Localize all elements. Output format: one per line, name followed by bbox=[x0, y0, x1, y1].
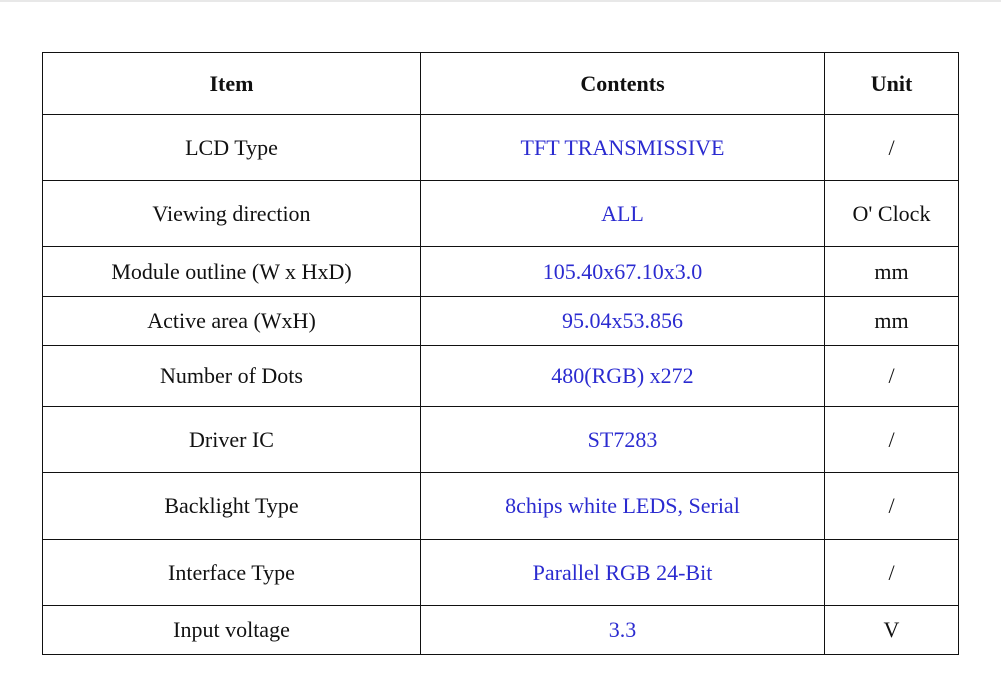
contents-cell: 480(RGB) x272 bbox=[421, 346, 825, 407]
item-cell: Active area (WxH) bbox=[43, 297, 421, 346]
table-row bbox=[43, 540, 959, 606]
contents-cell: ST7283 bbox=[421, 407, 825, 473]
contents-cell: TFT TRANSMISSIVE bbox=[421, 115, 825, 181]
item-cell: Interface Type bbox=[43, 540, 421, 606]
item-cell: LCD Type bbox=[43, 115, 421, 181]
unit-cell: / bbox=[825, 473, 959, 540]
unit-cell: / bbox=[825, 407, 959, 473]
unit-cell: mm bbox=[825, 247, 959, 297]
header-unit: Unit bbox=[825, 53, 959, 115]
item-cell: Input voltage bbox=[43, 606, 421, 655]
table-row bbox=[43, 297, 959, 346]
unit-cell: / bbox=[825, 346, 959, 407]
header-item: Item bbox=[43, 53, 421, 115]
contents-cell: 95.04x53.856 bbox=[421, 297, 825, 346]
table-row bbox=[43, 115, 959, 181]
table-row bbox=[43, 407, 959, 473]
contents-cell: ALL bbox=[421, 181, 825, 247]
unit-cell: V bbox=[825, 606, 959, 655]
table-row bbox=[43, 346, 959, 407]
contents-cell: Parallel RGB 24-Bit bbox=[421, 540, 825, 606]
item-cell: Backlight Type bbox=[43, 473, 421, 540]
contents-cell: 3.3 bbox=[421, 606, 825, 655]
header-contents: Contents bbox=[421, 53, 825, 115]
table-row bbox=[43, 606, 959, 655]
contents-cell: 105.40x67.10x3.0 bbox=[421, 247, 825, 297]
table-row bbox=[43, 473, 959, 540]
item-cell: Viewing direction bbox=[43, 181, 421, 247]
item-cell: Number of Dots bbox=[43, 346, 421, 407]
item-cell: Module outline (W x HxD) bbox=[43, 247, 421, 297]
contents-cell: 8chips white LEDS, Serial bbox=[421, 473, 825, 540]
unit-cell: / bbox=[825, 115, 959, 181]
spec-table bbox=[42, 52, 959, 655]
unit-cell: mm bbox=[825, 297, 959, 346]
table-header-row bbox=[43, 53, 959, 115]
top-divider bbox=[0, 0, 1001, 2]
unit-cell: O' Clock bbox=[825, 181, 959, 247]
table-row bbox=[43, 181, 959, 247]
item-cell: Driver IC bbox=[43, 407, 421, 473]
table-row bbox=[43, 247, 959, 297]
unit-cell: / bbox=[825, 540, 959, 606]
